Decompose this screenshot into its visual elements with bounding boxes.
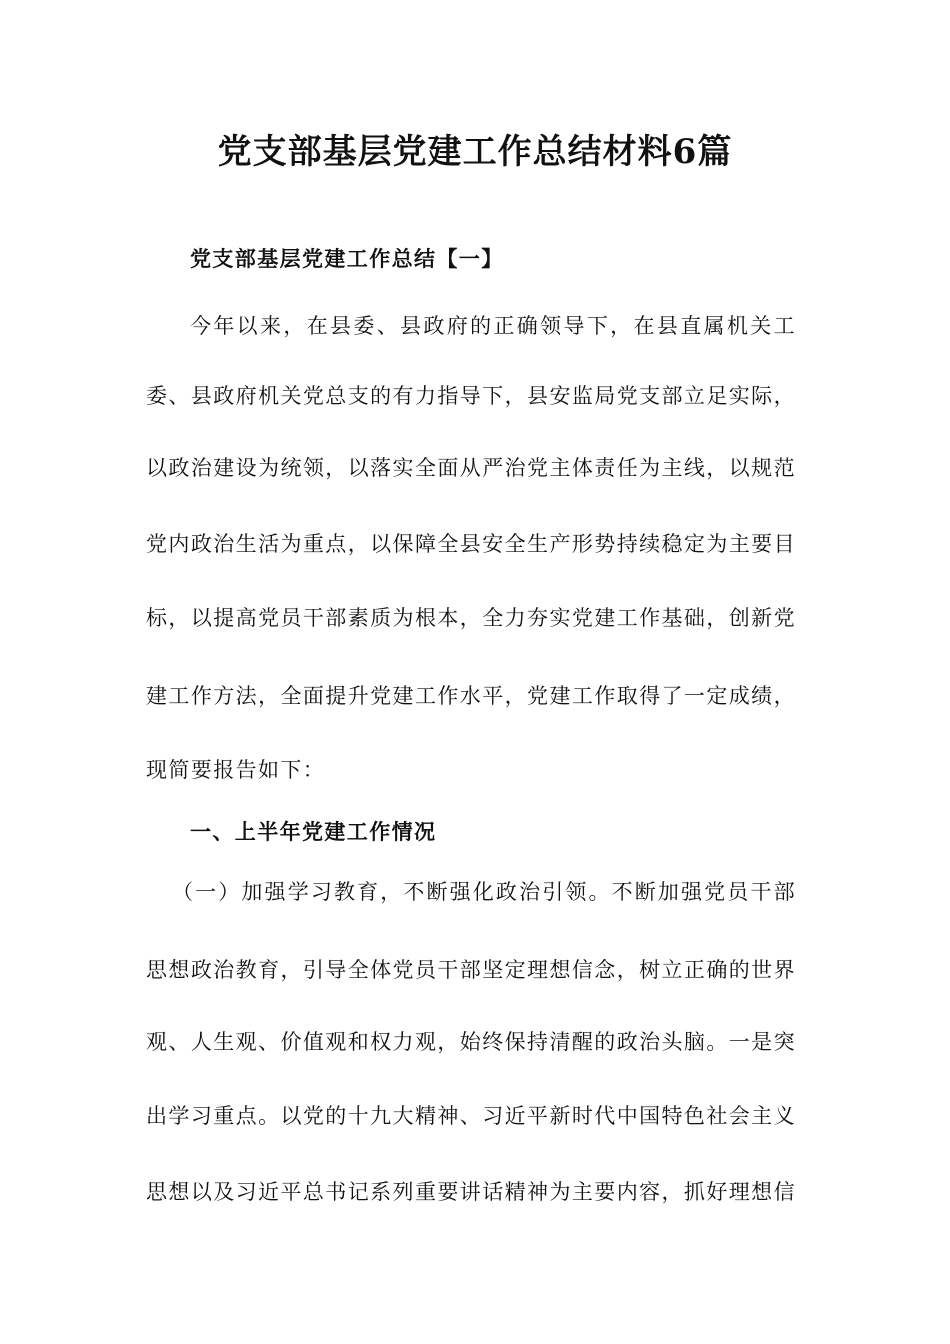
paragraph-line: 建工作方法，全面提升党建工作水平，党建工作取得了一定成绩， — [146, 684, 796, 708]
document-title: 党支部基层党建工作总结材料6篇 — [217, 132, 733, 172]
paragraph-line: 观、人生观、价值观和权力观，始终保持清醒的政治头脑。一是突 — [146, 1030, 796, 1054]
paragraph-line: 标，以提高党员干部素质为根本，全力夯实党建工作基础，创新党 — [146, 606, 796, 630]
paragraph-line: 思想政治教育，引导全体党员干部坚定理想信念，树立正确的世界 — [146, 958, 796, 982]
paragraph-line: 思想以及习近平总书记系列重要讲话精神为主要内容，抓好理想信 — [146, 1180, 796, 1204]
paragraph-line: 党内政治生活为重点，以保障全县安全生产形势持续稳定为主要目 — [146, 532, 796, 556]
paragraph-line: 现简要报告如下： — [146, 758, 326, 782]
paragraph-line: 出学习重点。以党的十九大精神、习近平新时代中国特色社会主义 — [146, 1104, 796, 1128]
subheading: 一、上半年党建工作情况 — [190, 819, 437, 844]
paragraph-line: （一）加强学习教育，不断强化政治引领。不断加强党员干部 — [172, 880, 796, 904]
paragraph-line: 今年以来，在县委、县政府的正确领导下，在县直属机关工 — [190, 314, 796, 338]
section-heading: 党支部基层党建工作总结【一】 — [190, 246, 504, 271]
paragraph-line: 以政治建设为统领，以落实全面从严治党主体责任为主线，以规范 — [146, 456, 796, 480]
paragraph-line: 委、县政府机关党总支的有力指导下，县安监局党支部立足实际， — [146, 384, 796, 408]
